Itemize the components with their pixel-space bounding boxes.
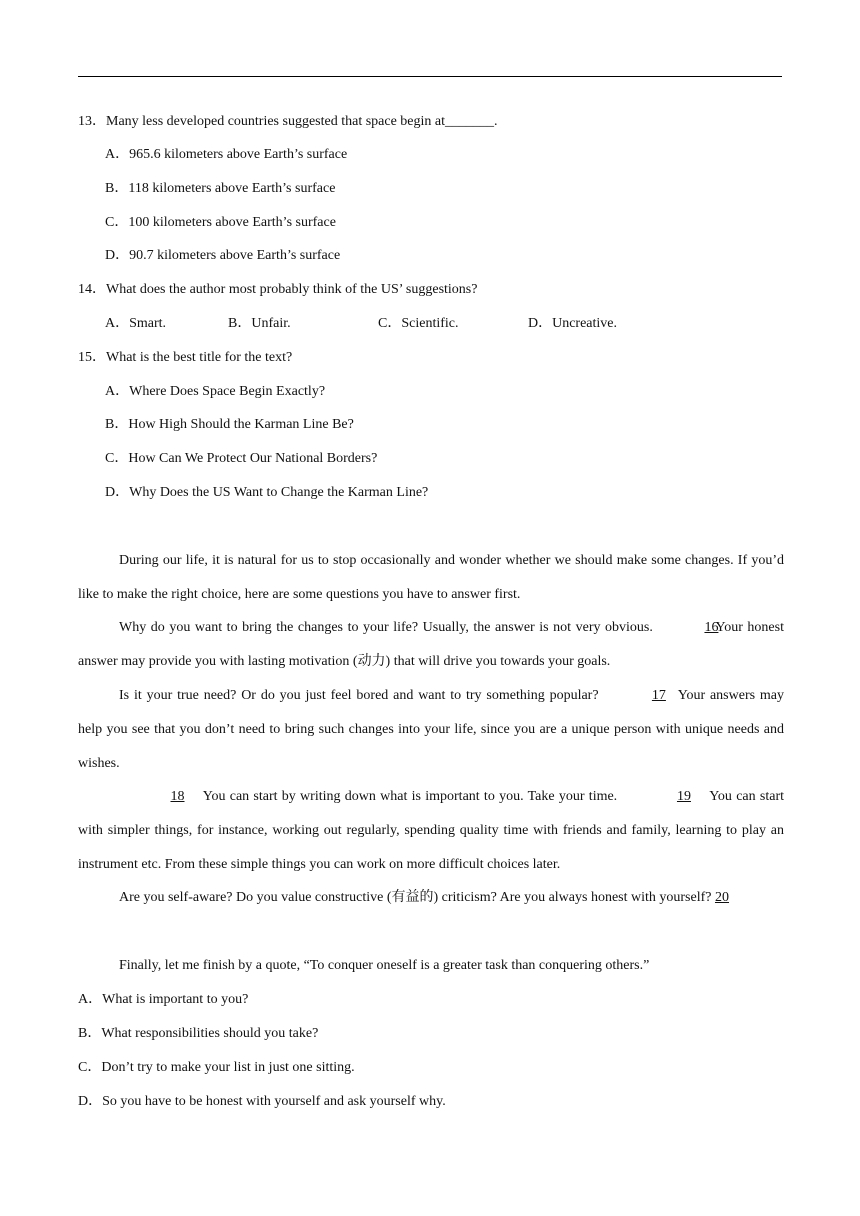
choice-a: A．What is important to you? — [78, 992, 249, 1007]
passage-paragraph-6: Finally, let me finish by a quote, “To conquer oneself is a greater task than conquering others.” — [119, 958, 650, 973]
question-13-stem: 13．Many less developed countries suggested that space begin at_______. — [78, 114, 498, 129]
passage-paragraph-3-text-before: Is it your true need? Or do you just feel bored and want to try something popular? — [119, 688, 599, 703]
question-14-option-d: D．Uncreative. — [528, 316, 618, 331]
passage-paragraph-4-text-after: You can start with simpler things, for instance, working out regularly, spending quality time with friends and family, learning to play an instrument etc. From these simple things you can work on more difficult choices later. — [78, 789, 784, 872]
question-15-option-b: B．How High Should the Karman Line Be? — [105, 417, 354, 432]
blank-18: 18 — [170, 789, 185, 804]
choice-b: B．What responsibilities should you take? — [78, 1026, 319, 1041]
passage-paragraph-4 — [78, 780, 784, 881]
blank-17: 17 — [651, 688, 666, 703]
passage-paragraph-2 — [78, 611, 784, 679]
passage-paragraph-5-text: Are you self-aware? Do you value constructive (有益的) criticism? Are you always honest with yourself? — [119, 890, 712, 905]
question-13-option-c: C．100 kilometers above Earth’s surface — [105, 215, 336, 230]
question-14-options — [105, 314, 745, 334]
question-15-option-a: A．Where Does Space Begin Exactly? — [105, 384, 326, 399]
passage-paragraph-5 — [78, 881, 784, 915]
passage-paragraph-4-text-mid: You can start by writing down what is important to you. Take your time. — [202, 789, 618, 804]
question-15-option-c: C．How Can We Protect Our National Borders? — [105, 451, 378, 466]
blank-19: 19 — [676, 789, 691, 804]
question-14-option-c: C．Scientific. — [378, 316, 459, 331]
choice-d: D．So you have to be honest with yourself and ask yourself why. — [78, 1094, 446, 1109]
question-14-stem: 14．What does the author most probably think of the US’ suggestions? — [78, 282, 478, 297]
blank-16: 16 — [704, 620, 719, 635]
question-14-option-b: B．Unfair. — [228, 316, 291, 331]
header-rule — [78, 76, 782, 77]
question-15-stem: 15．What is the best title for the text? — [78, 350, 293, 365]
passage-paragraph-3 — [78, 679, 784, 780]
question-13-option-a: A．965.6 kilometers above Earth’s surface — [105, 147, 348, 162]
blank-20: 20 — [714, 890, 729, 905]
passage-paragraph-3-text-after: Your answers may help you see that you don’t need to bring such changes into your life, since you are a unique person with unique needs and wishes. — [78, 688, 784, 771]
question-15-option-d: D．Why Does the US Want to Change the Karman Line? — [105, 485, 429, 500]
passage-paragraph-1: During our life, it is natural for us to stop occasionally and wonder whether we should make some changes. If you’d like to make the right choice, here are some questions you have to answer first. — [78, 553, 784, 602]
choice-c: C．Don’t try to make your list in just one sitting. — [78, 1060, 355, 1075]
passage-paragraph-2-text-after: Your honest answer may provide you with lasting motivation (动力) that will drive you towards your goals. — [78, 620, 784, 669]
question-13-option-b: B．118 kilometers above Earth’s surface — [105, 181, 336, 196]
question-13-option-d: D．90.7 kilometers above Earth’s surface — [105, 248, 341, 263]
question-14-option-a: A．Smart. — [105, 316, 167, 331]
passage-paragraph-2-text-before: Why do you want to bring the changes to your life? Usually, the answer is not very obvious. — [119, 620, 653, 635]
